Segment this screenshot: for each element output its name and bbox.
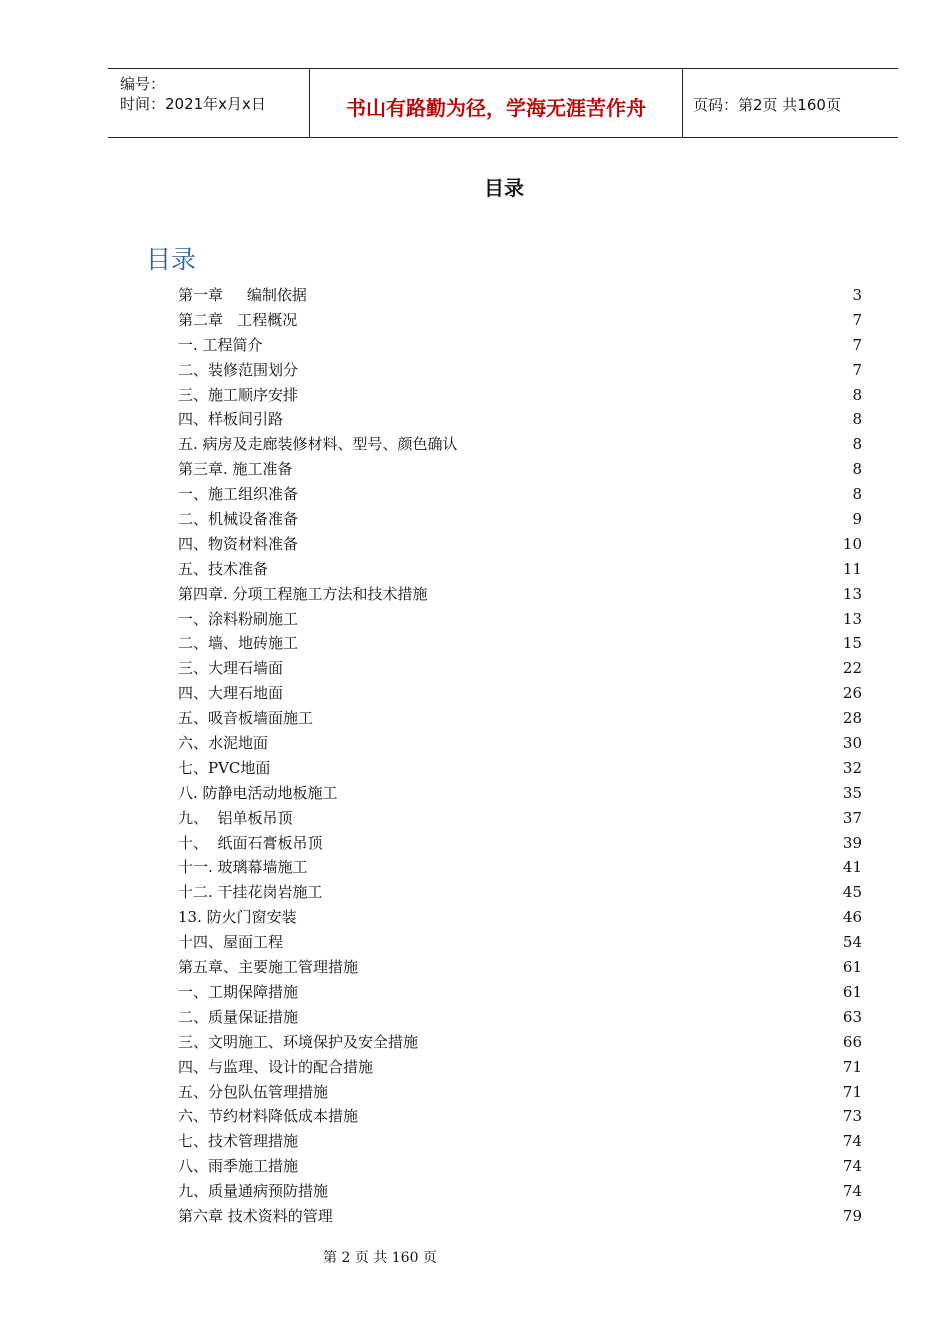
toc-entry-title: 九、质量通病预防措施	[178, 1182, 329, 1201]
toc-entry[interactable]	[178, 880, 862, 905]
header-motto-cell	[310, 69, 683, 137]
toc-entry-page: 73	[842, 1107, 862, 1126]
toc-heading: 目录	[146, 245, 197, 274]
toc-entry[interactable]	[178, 706, 862, 731]
toc-entry-page: 41	[842, 858, 862, 877]
toc-entry-title: 二、装修范围划分	[178, 360, 299, 379]
toc-entry-title: 五、技术准备	[178, 559, 269, 578]
toc-entry-title: 第六章 技术资料的管理	[178, 1206, 333, 1225]
toc-entry[interactable]	[178, 731, 862, 756]
toc-entry[interactable]	[178, 855, 862, 880]
toc-entry-title: 一. 工程简介	[178, 335, 263, 354]
toc-entry-page: 39	[842, 833, 862, 852]
toc-entry-page: 63	[842, 1007, 862, 1026]
toc-entry[interactable]	[178, 980, 862, 1005]
toc-entry-page: 46	[842, 908, 862, 927]
header-page-cell	[683, 69, 898, 137]
toc-entry-page: 26	[842, 684, 862, 703]
toc-entry-title: 九、 铝单板吊顶	[178, 808, 293, 827]
toc-entry-title: 五、分包队伍管理措施	[178, 1082, 329, 1101]
toc-entry[interactable]	[178, 1154, 862, 1179]
toc-entry-title: 三、文明施工、环境保护及安全措施	[178, 1032, 419, 1051]
toc-entry[interactable]	[178, 631, 862, 656]
toc-entry-title: 四、物资材料准备	[178, 534, 299, 553]
toc-entry-title: 一、施工组织准备	[178, 485, 299, 504]
toc-entry[interactable]	[178, 756, 862, 781]
toc-entry-page: 61	[842, 982, 862, 1001]
toc-entry-title: 第一章 编制依据	[178, 286, 307, 304]
toc-entry[interactable]	[178, 1104, 862, 1129]
toc-entry-page: 7	[852, 335, 862, 354]
toc-entry[interactable]	[178, 457, 862, 482]
toc-entry[interactable]	[178, 358, 862, 383]
toc-entry-title: 八、雨季施工措施	[178, 1157, 299, 1176]
toc-entry[interactable]	[178, 532, 862, 557]
toc-entry-title: 七、技术管理措施	[178, 1132, 299, 1151]
toc-entry-title: 五、吸音板墙面施工	[178, 709, 314, 728]
toc-entry-page: 32	[842, 758, 862, 777]
toc-entry[interactable]	[178, 806, 862, 831]
toc-entry-title: 三、施工顺序安排	[178, 385, 299, 404]
toc-entry-title: 一、工期保障措施	[178, 982, 299, 1001]
toc-entry-page: 8	[852, 485, 862, 504]
toc-entry[interactable]	[178, 283, 862, 308]
toc-entry[interactable]	[178, 930, 862, 955]
toc-entry[interactable]	[178, 656, 862, 681]
toc-entry-page: 7	[852, 360, 862, 379]
toc-entry[interactable]	[178, 557, 862, 582]
toc-entry-page: 54	[842, 933, 862, 952]
toc-entry-title: 13. 防火门窗安装	[178, 908, 297, 927]
toc-entry-title: 二、质量保证措施	[178, 1007, 299, 1026]
toc-entry[interactable]	[178, 1204, 862, 1229]
toc-entry[interactable]	[178, 781, 862, 806]
toc-entry[interactable]	[178, 1080, 862, 1105]
toc-entry-page: 8	[852, 385, 862, 404]
toc-entry[interactable]	[178, 582, 862, 607]
toc-entry-title: 第三章. 施工准备	[178, 460, 293, 479]
toc-entry[interactable]	[178, 333, 862, 358]
toc-entry-title: 第五章、主要施工管理措施	[178, 958, 359, 977]
document-title: 目录	[484, 176, 524, 200]
toc-entry[interactable]	[178, 507, 862, 532]
toc-entry[interactable]	[178, 407, 862, 432]
toc-entry-title: 四、样板间引路	[178, 410, 284, 429]
toc-entry[interactable]	[178, 1005, 862, 1030]
toc-entry-page: 9	[852, 510, 862, 529]
toc-entry-page: 37	[842, 808, 862, 827]
toc-entry[interactable]	[178, 432, 862, 457]
page-footer: 第 2 页 共 160 页	[323, 1250, 437, 1266]
toc-entry-page: 61	[842, 958, 862, 977]
toc-entry[interactable]	[178, 383, 862, 408]
page-header	[108, 68, 898, 138]
toc-entry-title: 一、涂料粉刷施工	[178, 609, 299, 628]
toc-entry-page: 7	[852, 310, 862, 329]
toc-entry-title: 二、墙、地砖施工	[178, 634, 299, 653]
toc-entry-title: 四、大理石地面	[178, 684, 284, 703]
toc-entry-title: 十四、屋面工程	[178, 933, 284, 952]
toc-entry-page: 10	[842, 534, 862, 553]
toc-entry-page: 79	[842, 1206, 862, 1225]
toc-entry-page: 35	[842, 783, 862, 802]
toc-entry-page: 74	[842, 1157, 862, 1176]
toc-entry-page: 8	[852, 410, 862, 429]
toc-entry-page: 8	[852, 460, 862, 479]
toc-entry-page: 71	[842, 1082, 862, 1101]
toc-entry-page: 8	[852, 435, 862, 454]
toc-entry[interactable]	[178, 607, 862, 632]
toc-entry-page: 13	[842, 609, 862, 628]
toc-entry-page: 11	[842, 559, 862, 578]
toc-entry-title: 三、大理石墙面	[178, 659, 284, 678]
toc-entry-title: 七、PVC地面	[178, 758, 271, 777]
toc-entry-title: 五. 病房及走廊装修材料、型号、颜色确认	[178, 435, 458, 454]
toc-entry-title: 十二. 干挂花岗岩施工	[178, 883, 323, 902]
toc-entry-page: 13	[842, 584, 862, 603]
toc-entry[interactable]	[178, 308, 862, 333]
toc-entry-page: 66	[842, 1032, 862, 1051]
toc-entry-title: 十一. 玻璃幕墙施工	[178, 858, 308, 877]
toc-entry-title: 四、与监理、设计的配合措施	[178, 1057, 374, 1076]
table-of-contents	[178, 283, 862, 1229]
time-label: 时间：2021年x月x日	[120, 95, 266, 113]
toc-entry-title: 六、水泥地面	[178, 734, 269, 753]
toc-entry-page: 28	[842, 709, 862, 728]
number-label: 编号：	[120, 75, 166, 93]
header-motto: 书山有路勤为径，学海无涯苦作舟	[346, 96, 646, 120]
toc-entry-page: 74	[842, 1132, 862, 1151]
toc-entry-title: 六、节约材料降低成本措施	[178, 1107, 359, 1126]
toc-entry-page: 30	[842, 734, 862, 753]
toc-entry[interactable]	[178, 1179, 862, 1204]
toc-entry[interactable]	[178, 831, 862, 856]
toc-entry-page: 22	[842, 659, 862, 678]
toc-entry-title: 十、 纸面石膏板吊顶	[178, 833, 323, 852]
toc-entry[interactable]	[178, 1030, 862, 1055]
header-left-cell	[108, 69, 310, 137]
header-page-info: 页码：第2页 共160页	[693, 96, 841, 114]
toc-entry-title: 第四章. 分项工程施工方法和技术措施	[178, 584, 428, 603]
toc-entry[interactable]	[178, 955, 862, 980]
toc-entry-page: 3	[852, 286, 862, 304]
toc-entry[interactable]	[178, 905, 862, 930]
toc-entry-title: 八. 防静电活动地板施工	[178, 783, 338, 802]
toc-entry-page: 45	[842, 883, 862, 902]
toc-entry[interactable]	[178, 1055, 862, 1080]
toc-entry-page: 74	[842, 1182, 862, 1201]
toc-entry[interactable]	[178, 681, 862, 706]
toc-entry-title: 第二章 工程概况	[178, 310, 298, 329]
toc-entry-page: 15	[842, 634, 862, 653]
toc-entry-page: 71	[842, 1057, 862, 1076]
toc-entry[interactable]	[178, 1129, 862, 1154]
toc-entry-title: 二、机械设备准备	[178, 510, 299, 529]
toc-entry[interactable]	[178, 482, 862, 507]
